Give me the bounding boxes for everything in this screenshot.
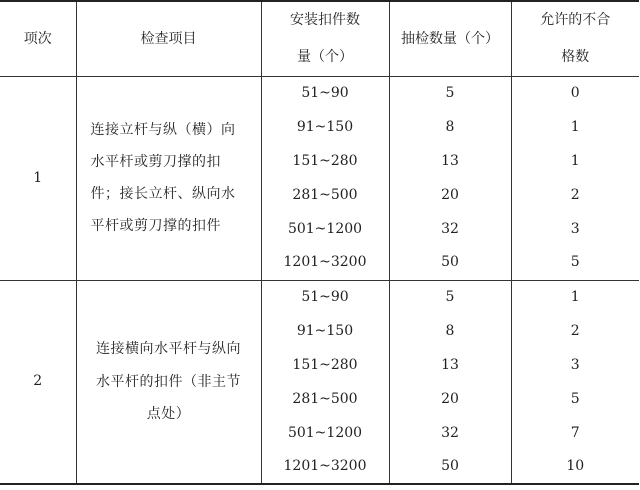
installed-count: 51~90 — [261, 280, 389, 314]
installed-count: 281~500 — [261, 382, 389, 416]
group-2-check-item: 连接横向水平杆与纵向水平杆的扣件（非主节点处） — [76, 280, 261, 484]
table-row — [0, 76, 639, 110]
header-item-no: 项次 — [0, 1, 76, 76]
sample-count: 20 — [389, 382, 511, 416]
allowed-defects: 5 — [511, 382, 639, 416]
sample-count: 50 — [389, 246, 511, 280]
sample-count: 5 — [389, 280, 511, 314]
sample-count: 32 — [389, 416, 511, 450]
header-check-item: 检查项目 — [76, 1, 261, 76]
header-installed-count: 安装扣件数量（个） — [261, 1, 389, 76]
installed-count: 1201~3200 — [261, 450, 389, 484]
sample-count: 13 — [389, 144, 511, 178]
sample-count: 32 — [389, 212, 511, 246]
sample-count: 8 — [389, 110, 511, 144]
allowed-defects: 1 — [511, 280, 639, 314]
installed-count: 91~150 — [261, 110, 389, 144]
sample-count: 13 — [389, 348, 511, 382]
sample-count: 8 — [389, 314, 511, 348]
header-sample-count: 抽检数量（个） — [389, 1, 511, 76]
sample-count: 5 — [389, 76, 511, 110]
installed-count: 281~500 — [261, 178, 389, 212]
allowed-defects: 2 — [511, 178, 639, 212]
installed-count: 151~280 — [261, 144, 389, 178]
allowed-defects: 2 — [511, 314, 639, 348]
allowed-defects: 10 — [511, 450, 639, 484]
allowed-defects: 1 — [511, 110, 639, 144]
installed-count: 91~150 — [261, 314, 389, 348]
sample-count: 20 — [389, 178, 511, 212]
sample-count: 50 — [389, 450, 511, 484]
installed-count: 151~280 — [261, 348, 389, 382]
installed-count: 51~90 — [261, 76, 389, 110]
allowed-defects: 5 — [511, 246, 639, 280]
group-1-check-item: 连接立杆与纵（横）向水平杆或剪刀撑的扣件；接长立杆、纵向水平杆或剪刀撑的扣件 — [76, 76, 261, 280]
group-1-no: 1 — [0, 76, 76, 280]
allowed-defects: 3 — [511, 348, 639, 382]
group-2-no: 2 — [0, 280, 76, 484]
header-allowed-defects: 允许的不合格数 — [511, 1, 639, 76]
table-row — [0, 280, 639, 314]
allowed-defects: 7 — [511, 416, 639, 450]
allowed-defects: 3 — [511, 212, 639, 246]
allowed-defects: 0 — [511, 76, 639, 110]
allowed-defects: 1 — [511, 144, 639, 178]
header-row — [0, 1, 639, 76]
installed-count: 501~1200 — [261, 212, 389, 246]
installed-count: 1201~3200 — [261, 246, 389, 280]
installed-count: 501~1200 — [261, 416, 389, 450]
